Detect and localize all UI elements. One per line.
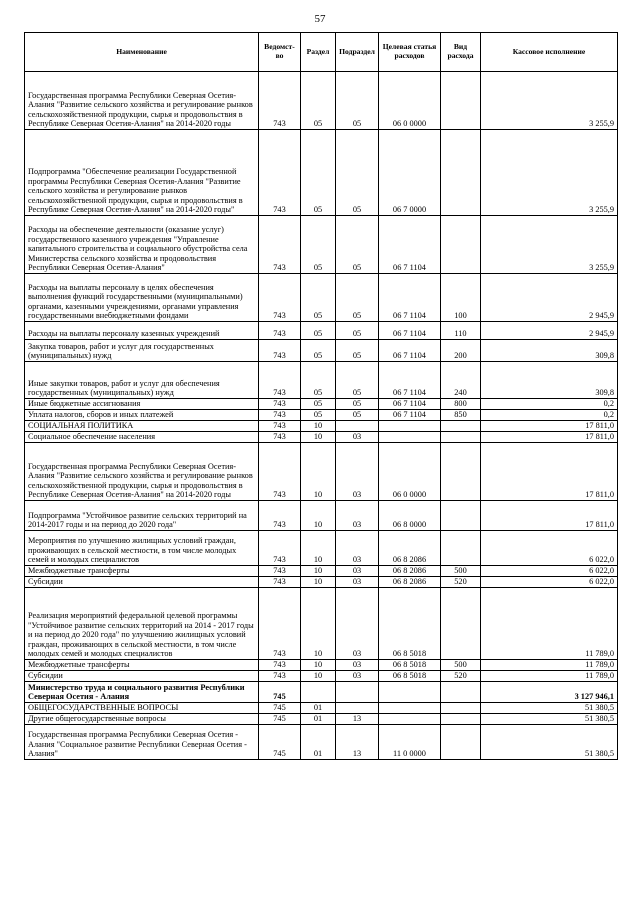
- budget-table: [24, 32, 618, 760]
- row-name: Социальное обеспечение населения: [25, 432, 259, 443]
- row-section: 10: [301, 577, 336, 588]
- row-target: 06 8 0000: [379, 501, 441, 531]
- table-row: [25, 588, 618, 660]
- table-row: [25, 501, 618, 531]
- row-subsection: 03: [336, 577, 379, 588]
- row-subsection: 03: [336, 531, 379, 566]
- row-target: [379, 703, 441, 714]
- row-type: 520: [441, 577, 481, 588]
- row-dept: 743: [259, 130, 301, 216]
- row-subsection: 05: [336, 274, 379, 322]
- header-target: Целевая статья расходов: [379, 33, 441, 72]
- row-target: [379, 432, 441, 443]
- row-section: 05: [301, 216, 336, 274]
- row-target: 06 7 1104: [379, 340, 441, 362]
- table-row: [25, 577, 618, 588]
- row-type: 850: [441, 410, 481, 421]
- row-type: [441, 682, 481, 703]
- row-section: 10: [301, 531, 336, 566]
- row-name: Иные бюджетные ассигнования: [25, 399, 259, 410]
- row-target: 06 7 0000: [379, 130, 441, 216]
- row-subsection: 05: [336, 130, 379, 216]
- row-dept: 743: [259, 399, 301, 410]
- row-name: Субсидии: [25, 671, 259, 682]
- row-dept: 743: [259, 531, 301, 566]
- row-name: Уплата налогов, сборов и иных платежей: [25, 410, 259, 421]
- header-name: Наименование: [25, 33, 259, 72]
- row-target: 06 8 5018: [379, 588, 441, 660]
- row-name: Другие общегосударственные вопросы: [25, 714, 259, 725]
- row-amount: 17 811,0: [481, 501, 618, 531]
- row-subsection: 05: [336, 340, 379, 362]
- table-row: [25, 703, 618, 714]
- row-dept: 745: [259, 725, 301, 760]
- page-number: 57: [314, 13, 326, 25]
- row-target: 06 8 5018: [379, 671, 441, 682]
- row-target: 06 8 2086: [379, 566, 441, 577]
- table-row: [25, 130, 618, 216]
- row-amount: 3 255,9: [481, 72, 618, 130]
- table-row: [25, 421, 618, 432]
- row-name: Расходы на обеспечение деятельности (оказание услуг) государственного казенного учреждения "Управление капитального строительства и социального обустройства села Министерства сельского хозяйства и продовольствия Республики Северная Осетия-Алания": [25, 216, 259, 274]
- row-type: [441, 216, 481, 274]
- row-section: 10: [301, 421, 336, 432]
- row-subsection: 03: [336, 501, 379, 531]
- row-section: 10: [301, 566, 336, 577]
- row-section: 05: [301, 399, 336, 410]
- row-name: Иные закупки товаров, работ и услуг для обеспечения государственных (муниципальных) нужд: [25, 362, 259, 399]
- row-dept: 743: [259, 421, 301, 432]
- row-section: 05: [301, 274, 336, 322]
- row-name: Закупка товаров, работ и услуг для государственных (муниципальных) нужд: [25, 340, 259, 362]
- row-dept: 745: [259, 682, 301, 703]
- row-subsection: [336, 682, 379, 703]
- row-type: [441, 421, 481, 432]
- row-dept: 743: [259, 274, 301, 322]
- row-amount: 2 945,9: [481, 274, 618, 322]
- table-row: [25, 566, 618, 577]
- row-section: 10: [301, 443, 336, 501]
- row-amount: 17 811,0: [481, 421, 618, 432]
- row-amount: 6 022,0: [481, 531, 618, 566]
- row-type: [441, 501, 481, 531]
- row-name: Расходы на выплаты персоналу казенных учреждений: [25, 322, 259, 340]
- row-type: 200: [441, 340, 481, 362]
- row-section: 01: [301, 703, 336, 714]
- row-amount: 6 022,0: [481, 577, 618, 588]
- row-dept: 743: [259, 410, 301, 421]
- table-row: [25, 72, 618, 130]
- row-dept: 743: [259, 72, 301, 130]
- row-name: Государственная программа Республики Северная Осетия - Алания "Социальное развитие Республики Северная Осетия - Алания": [25, 725, 259, 760]
- header-type: Вид расхода: [441, 33, 481, 72]
- row-name: Подпрограмма "Обеспечение реализации Государственной программы Республики Северная Осетия-Алания "Развитие сельского хозяйства и регулирование рынков сельскохозяйственной продукции, сырья и продовольствия в Республике Северная Осетия-Алания" на 2014-2020 годы": [25, 130, 259, 216]
- row-section: 01: [301, 725, 336, 760]
- table-row: [25, 671, 618, 682]
- row-name: Субсидии: [25, 577, 259, 588]
- row-target: [379, 682, 441, 703]
- row-type: [441, 588, 481, 660]
- table-row: [25, 432, 618, 443]
- row-type: 500: [441, 566, 481, 577]
- header-dept: Ведомст-во: [259, 33, 301, 72]
- row-type: 110: [441, 322, 481, 340]
- row-section: 01: [301, 714, 336, 725]
- row-dept: 745: [259, 714, 301, 725]
- row-name: Министерство труда и социального развития Республики Северная Осетия - Алания: [25, 682, 259, 703]
- row-target: [379, 421, 441, 432]
- row-type: 520: [441, 671, 481, 682]
- row-section: 10: [301, 501, 336, 531]
- row-target: 06 7 1104: [379, 362, 441, 399]
- table-row: [25, 725, 618, 760]
- row-amount: 0,2: [481, 399, 618, 410]
- row-type: 800: [441, 399, 481, 410]
- row-target: 06 7 1104: [379, 216, 441, 274]
- row-name: Межбюджетные трансферты: [25, 566, 259, 577]
- row-dept: 745: [259, 703, 301, 714]
- row-amount: 17 811,0: [481, 432, 618, 443]
- row-dept: 743: [259, 362, 301, 399]
- row-section: 05: [301, 410, 336, 421]
- row-amount: 3 255,9: [481, 216, 618, 274]
- table-row: [25, 216, 618, 274]
- row-amount: 51 380,5: [481, 725, 618, 760]
- row-subsection: 03: [336, 566, 379, 577]
- row-name: ОБЩЕГОСУДАРСТВЕННЫЕ ВОПРОСЫ: [25, 703, 259, 714]
- table-row: [25, 274, 618, 322]
- row-amount: 51 380,5: [481, 714, 618, 725]
- row-type: [441, 130, 481, 216]
- row-amount: 2 945,9: [481, 322, 618, 340]
- row-target: 06 7 1104: [379, 410, 441, 421]
- row-section: [301, 682, 336, 703]
- row-dept: 743: [259, 322, 301, 340]
- row-target: 06 0 0000: [379, 443, 441, 501]
- table-row: [25, 660, 618, 671]
- row-target: 06 7 1104: [379, 399, 441, 410]
- table-row: [25, 399, 618, 410]
- row-name: Мероприятия по улучшению жилищных условий граждан, проживающих в сельской местности, в том числе молодых семей и молодых специалистов: [25, 531, 259, 566]
- row-name: Расходы на выплаты персоналу в целях обеспечения выполнения функций государственными (муниципальными) органами, казенными учреждениями, органами управления государственными внебюджетными фондами: [25, 274, 259, 322]
- row-dept: 743: [259, 443, 301, 501]
- row-section: 05: [301, 322, 336, 340]
- row-type: 500: [441, 660, 481, 671]
- row-subsection: 05: [336, 362, 379, 399]
- row-dept: 743: [259, 566, 301, 577]
- row-type: [441, 72, 481, 130]
- row-amount: 17 811,0: [481, 443, 618, 501]
- row-subsection: 13: [336, 725, 379, 760]
- row-section: 10: [301, 671, 336, 682]
- row-amount: 6 022,0: [481, 566, 618, 577]
- row-target: 06 8 2086: [379, 577, 441, 588]
- row-dept: 743: [259, 660, 301, 671]
- table-row: [25, 682, 618, 703]
- row-name: Государственная программа Республики Северная Осетия-Алания "Развитие сельского хозяйства и регулирование рынков сельскохозяйственной продукции, сырья и продовольствия в Республике Северная Осетия-Алания" на 2014-2020 годы: [25, 443, 259, 501]
- row-type: 240: [441, 362, 481, 399]
- row-name: Межбюджетные трансферты: [25, 660, 259, 671]
- row-amount: 11 789,0: [481, 588, 618, 660]
- row-subsection: 05: [336, 399, 379, 410]
- row-section: 10: [301, 660, 336, 671]
- row-name: Подпрограмма "Устойчивое развитие сельских территорий на 2014-2017 годы и на период до 2020 года": [25, 501, 259, 531]
- row-amount: 51 380,5: [481, 703, 618, 714]
- row-section: 05: [301, 340, 336, 362]
- row-subsection: 03: [336, 443, 379, 501]
- row-section: 10: [301, 432, 336, 443]
- row-amount: 11 789,0: [481, 660, 618, 671]
- table-row: [25, 362, 618, 399]
- row-type: [441, 714, 481, 725]
- table-row: [25, 340, 618, 362]
- row-subsection: [336, 421, 379, 432]
- row-type: [441, 443, 481, 501]
- row-target: 06 8 2086: [379, 531, 441, 566]
- row-amount: 11 789,0: [481, 671, 618, 682]
- row-amount: 3 255,9: [481, 130, 618, 216]
- row-type: [441, 725, 481, 760]
- row-target: 06 7 1104: [379, 322, 441, 340]
- table-row: [25, 410, 618, 421]
- row-name: Государственная программа Республики Северная Осетия-Алания "Развитие сельского хозяйства и регулирование рынков сельскохозяйственной продукции, сырья и продовольствия в Республике Северная Осетия-Алания" на 2014-2020 годы: [25, 72, 259, 130]
- header-row: [25, 33, 618, 72]
- row-section: 05: [301, 130, 336, 216]
- row-dept: 743: [259, 588, 301, 660]
- row-subsection: 13: [336, 714, 379, 725]
- row-dept: 743: [259, 216, 301, 274]
- row-target: [379, 714, 441, 725]
- row-amount: 3 127 946,1: [481, 682, 618, 703]
- row-subsection: 05: [336, 72, 379, 130]
- header-section: Раздел: [301, 33, 336, 72]
- table-row: [25, 443, 618, 501]
- row-type: [441, 703, 481, 714]
- row-dept: 743: [259, 432, 301, 443]
- header-amount: Кассовое исполнение: [481, 33, 618, 72]
- row-subsection: 03: [336, 671, 379, 682]
- row-type: [441, 531, 481, 566]
- row-subsection: 03: [336, 588, 379, 660]
- row-subsection: [336, 703, 379, 714]
- row-section: 05: [301, 72, 336, 130]
- row-target: 11 0 0000: [379, 725, 441, 760]
- row-dept: 743: [259, 340, 301, 362]
- row-name: СОЦИАЛЬНАЯ ПОЛИТИКА: [25, 421, 259, 432]
- row-amount: 0,2: [481, 410, 618, 421]
- table-row: [25, 714, 618, 725]
- row-dept: 743: [259, 501, 301, 531]
- row-amount: 309,8: [481, 362, 618, 399]
- table-row: [25, 322, 618, 340]
- row-subsection: 05: [336, 322, 379, 340]
- row-target: 06 0 0000: [379, 72, 441, 130]
- row-subsection: 05: [336, 216, 379, 274]
- row-target: 06 7 1104: [379, 274, 441, 322]
- row-type: 100: [441, 274, 481, 322]
- row-dept: 743: [259, 671, 301, 682]
- row-subsection: 03: [336, 660, 379, 671]
- row-section: 05: [301, 362, 336, 399]
- row-section: 10: [301, 588, 336, 660]
- table-row: [25, 531, 618, 566]
- row-dept: 743: [259, 577, 301, 588]
- row-name: Реализация мероприятий федеральной целевой программы "Устойчивое развитие сельских территорий на 2014 - 2017 годы и на период до 2020 года" по улучшению жилищных условий граждан, проживающих в сельской местности, в том числе молодых семей и молодых специалистов: [25, 588, 259, 660]
- row-subsection: 05: [336, 410, 379, 421]
- row-target: 06 8 5018: [379, 660, 441, 671]
- row-type: [441, 432, 481, 443]
- row-subsection: 03: [336, 432, 379, 443]
- header-subsection: Подраздел: [336, 33, 379, 72]
- row-amount: 309,8: [481, 340, 618, 362]
